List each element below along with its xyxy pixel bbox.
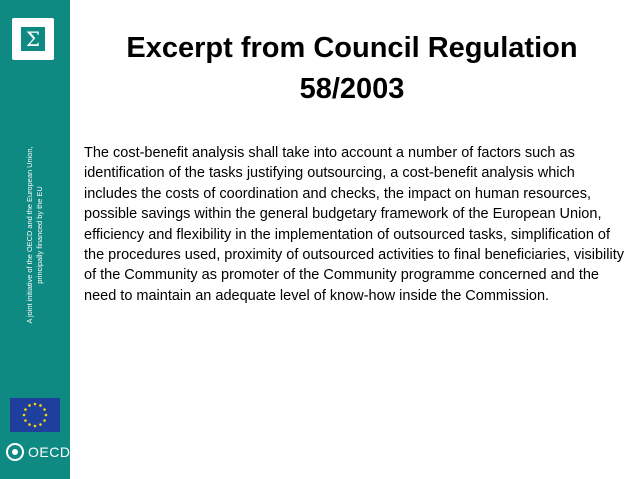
eu-star — [28, 404, 31, 407]
slide-title — [82, 28, 622, 110]
eu-star — [34, 425, 37, 428]
eu-star — [43, 419, 46, 422]
eu-star — [45, 414, 48, 417]
eu-flag-icon — [10, 398, 60, 432]
eu-star — [43, 408, 46, 411]
eu-star — [28, 423, 31, 426]
eu-star — [39, 423, 42, 426]
sidebar-caption — [25, 105, 45, 365]
sigma-logo — [12, 18, 54, 60]
eu-star — [24, 408, 27, 411]
eu-star — [39, 404, 42, 407]
eu-star — [34, 403, 37, 406]
slide-body-text: The cost-benefit analysis shall take into account a number of factors such as identification of the tasks justifying outsourcing, a cost-benefit analysis which includes the costs of coordination and checks, the impact on human resources, possible savings within the general budgetary framework of the European Union, efficiency and flexibility in the implementation of outsourced tasks, simplification of the procedures used, proximity of outsourced activities to final beneficiaries, visibility of the Community as promoter of the Community programme concerned and the need to maintain an adequate level of know-how inside the Commission. — [84, 145, 624, 304]
eu-star — [24, 419, 27, 422]
sidebar — [0, 0, 70, 479]
slide-title-line-1: Excerpt from Council Regulation — [126, 32, 578, 64]
eu-star — [23, 414, 26, 417]
oecd-label: OECD — [28, 444, 71, 460]
sigma-icon: Σ — [21, 27, 45, 51]
sidebar-caption-line-1: A joint initiative of the OECD and the European Union, — [25, 146, 34, 324]
oecd-mark-icon — [4, 442, 26, 462]
slide-title-line-2: 58/2003 — [299, 73, 405, 105]
oecd-logo — [4, 442, 71, 462]
sidebar-caption-line-2: principally financed by the EU — [35, 186, 44, 284]
